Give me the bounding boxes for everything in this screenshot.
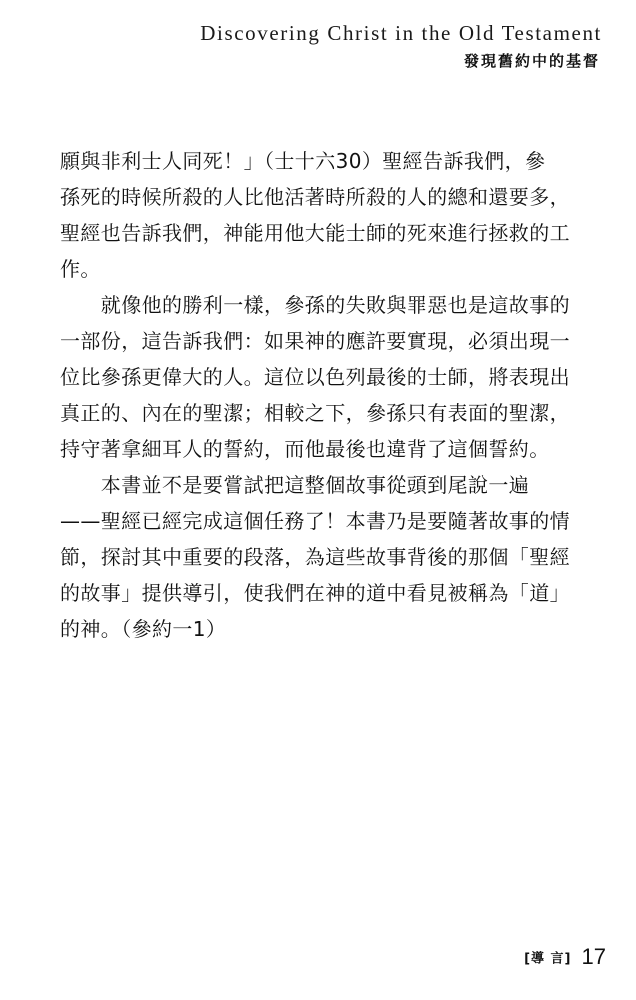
body-text [60,143,580,647]
text-line: 真正的、內在的聖潔；相較之下，參孫只有表面的聖潔， [60,401,570,425]
section-label: [導 言] [524,951,572,967]
text-line: 的神。（參約一1） [60,617,227,641]
text-line: 的故事」提供導引，使我們在神的道中看見被稱為「道」 [60,581,570,605]
page-number: 17 [581,944,606,969]
text-line: 孫死的時候所殺的人比他活著時所殺的人的總和還要多， [60,185,570,209]
text-line: 本書並不是要嘗試把這整個故事從頭到尾說一遍 [60,473,530,497]
page-footer [524,944,606,970]
text-line: ——聖經已經完成這個任務了！本書乃是要隨著故事的情 [60,509,570,533]
text-line: 作。 [60,257,101,281]
text-line: 一部份，這告訴我們：如果神的應許要實現，必須出現一 [60,329,570,353]
text-line: 就像他的勝利一樣，參孫的失敗與罪惡也是這故事的 [60,293,570,317]
text-line: 願與非利士人同死！」（士十六30）聖經告訴我們，參 [60,149,546,173]
text-line: 位比參孫更偉大的人。這位以色列最後的士師，將表現出 [60,365,570,389]
text-line: 持守著拿細耳人的誓約，而他最後也違背了這個誓約。 [60,437,550,461]
running-header-chinese: 發現舊約中的基督 [463,52,600,70]
text-line: 聖經也告訴我們，神能用他大能士師的死來進行拯救的工 [60,221,570,245]
running-header-english: Discovering Christ in the Old Testament [200,21,602,45]
text-line: 節，探討其中重要的段落，為這些故事背後的那個「聖經 [60,545,570,569]
